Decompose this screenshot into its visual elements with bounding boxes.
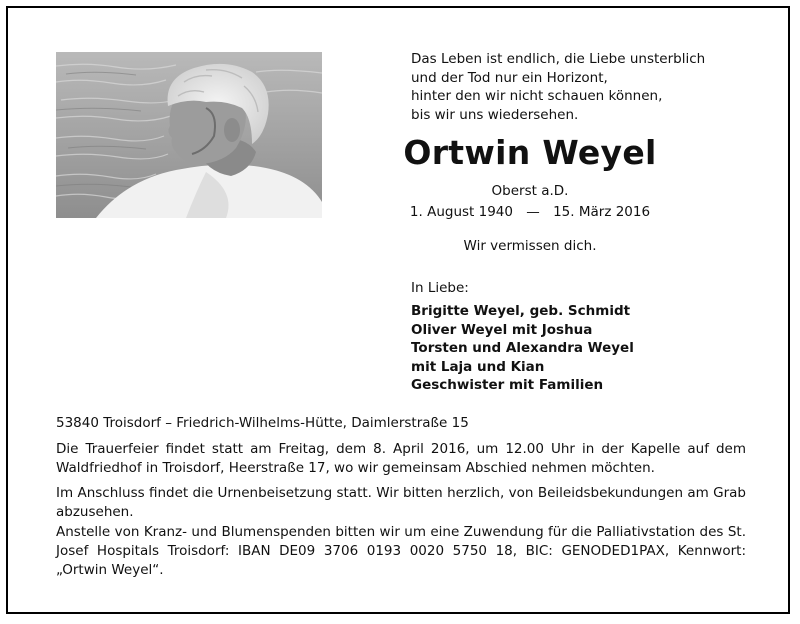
mourner-name: Torsten und Alexandra Weyel <box>411 340 634 357</box>
farewell-message: Wir vermissen dich. <box>463 238 597 254</box>
family-address: 53840 Troisdorf – Friedrich-Wilhelms-Hütte, Daimlerstraße 15 <box>56 415 469 431</box>
deceased-rank: Oberst a.D. <box>491 183 569 199</box>
poem-line: und der Tod nur ein Horizont, <box>411 69 608 86</box>
death-date: 15. März 2016 <box>553 204 651 220</box>
mourner-name: Brigitte Weyel, geb. Schmidt <box>411 303 631 319</box>
mourners-list <box>411 302 634 395</box>
poem-line: Das Leben ist endlich, die Liebe unsterblich <box>411 51 706 67</box>
mourner-name: mit Laja und Kian <box>411 358 545 375</box>
poem-line: hinter den wir nicht schauen können, <box>411 88 663 105</box>
portrait-photo-icon <box>56 52 322 218</box>
deceased-name: Ortwin Weyel <box>403 133 657 172</box>
poem <box>411 50 751 124</box>
mourner-name: Oliver Weyel mit Joshua <box>411 321 593 338</box>
portrait-photo <box>56 52 322 218</box>
urn-burial-details: Im Anschluss findet die Urnenbeisetzung statt. Wir bitten herzlich, von Beileidsbekundungen am Grab abzusehen. <box>56 485 746 520</box>
date-dash: — <box>526 204 540 220</box>
funeral-details: Die Trauerfeier findet statt am Freitag, dem 8. April 2016, um 12.00 Uhr in der Kapelle auf dem Waldfriedhof in Troisdorf, Heerstraße 17, wo wir gemeinsam Abschied nehmen möchten. <box>56 441 746 476</box>
life-dates <box>380 204 680 220</box>
birth-date: 1. August 1940 <box>409 204 513 220</box>
mourners-intro: In Liebe: <box>411 280 469 296</box>
mourner-name: Geschwister mit Familien <box>411 377 604 394</box>
donation-details: Anstelle von Kranz- und Blumenspenden bitten wir um eine Zuwendung für die Palliativstation des St. Josef Hospitals Troisdorf: IBAN DE09 3706 0193 0020 5750 18, BIC: GENODED1PAX, Kennwort: „Ortwin Weyel“. <box>56 524 746 578</box>
poem-line: bis wir uns wiedersehen. <box>411 106 579 123</box>
